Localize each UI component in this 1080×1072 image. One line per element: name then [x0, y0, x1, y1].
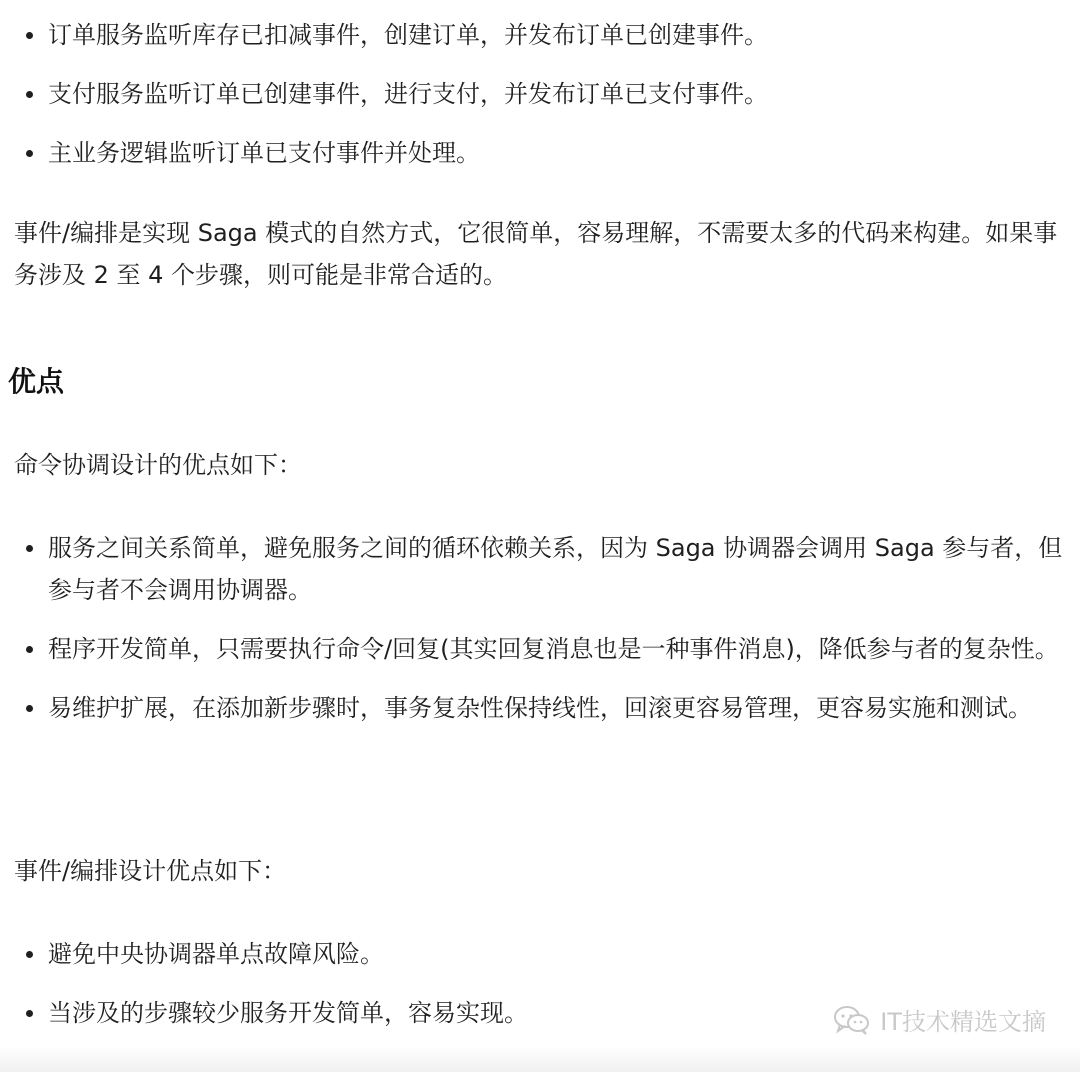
event-flow-list: [0, 14, 1080, 174]
watermark: [832, 1002, 1046, 1037]
list-item: 当涉及的步骤较少服务开发简单，容易实现。: [0, 992, 1080, 1034]
section-heading: 优点: [8, 365, 65, 398]
list-item: 易维护扩展，在添加新步骤时，事务复杂性保持线性，回滚更容易管理，更容易实施和测试。: [0, 687, 1080, 729]
list-item: 主业务逻辑监听订单已支付事件并处理。: [0, 132, 1080, 174]
list-item: 服务之间关系简单，避免服务之间的循环依赖关系，因为 Saga 协调器会调用 Saga 参与者，但参与者不会调用协调器。: [0, 527, 1080, 611]
command-advantages-list: [0, 527, 1080, 729]
intro-paragraph: 事件/编排是实现 Saga 模式的自然方式，它很简单，容易理解，不需要太多的代码来构建。如果事务涉及 2 至 4 个步骤，则可能是非常合适的。: [14, 219, 1058, 289]
list-item: 程序开发简单，只需要执行命令/回复(其实回复消息也是一种事件消息)，降低参与者的复杂性。: [0, 628, 1080, 670]
list-item: 订单服务监听库存已扣减事件，创建订单，并发布订单已创建事件。: [0, 14, 1080, 56]
command-intro: 命令协调设计的优点如下：: [14, 451, 302, 479]
watermark-text: IT技术精选文摘: [880, 1008, 1046, 1036]
event-intro: 事件/编排设计优点如下：: [14, 857, 287, 885]
bottom-band: [0, 1046, 1080, 1072]
list-item: 避免中央协调器单点故障风险。: [0, 933, 1080, 975]
list-item: 支付服务监听订单已创建事件，进行支付，并发布订单已支付事件。: [0, 73, 1080, 115]
wechat-icon: [832, 1004, 872, 1036]
